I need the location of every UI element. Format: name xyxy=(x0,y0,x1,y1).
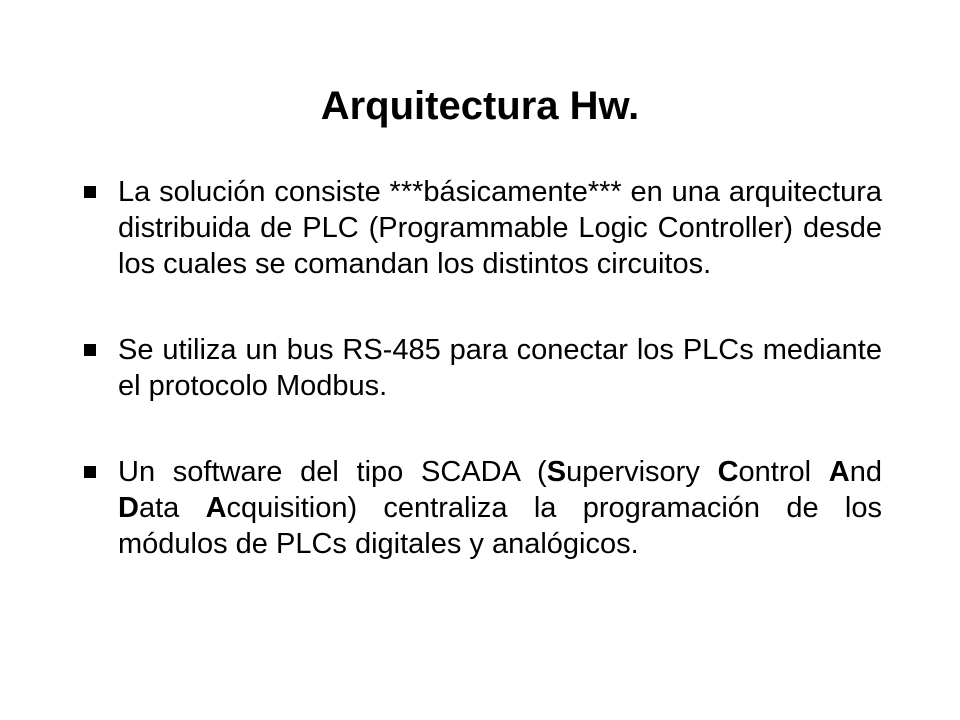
text-segment: ontrol xyxy=(738,456,829,488)
bullet-item xyxy=(84,332,882,404)
bullet-text xyxy=(118,334,882,402)
text-segment: La solución consiste ***básicamente*** en una arquitectura distribuida de PLC (Programmable Logic Controller) desde los cuales se comandan los distintos circuitos. xyxy=(118,176,882,280)
bold-text-segment: C xyxy=(717,456,739,488)
text-segment: nd xyxy=(849,456,882,488)
square-bullet-icon xyxy=(84,466,96,478)
bold-text-segment: S xyxy=(546,456,567,488)
bullet-item xyxy=(84,174,882,282)
bullet-text xyxy=(118,176,882,280)
text-segment: cquisition) centraliza la programación de los módulos de PLCs digitales y analógicos. xyxy=(118,492,883,560)
text-segment: upervisory xyxy=(566,456,718,488)
text-segment: Se utiliza un bus RS-485 para conectar los PLCs mediante el protocolo Modbus. xyxy=(118,334,882,402)
slide-title: Arquitectura Hw. xyxy=(320,84,640,128)
bullet-item xyxy=(84,454,882,562)
text-segment: ata xyxy=(138,492,206,524)
text-segment: Un software del tipo SCADA ( xyxy=(118,456,547,488)
square-bullet-icon xyxy=(84,344,96,356)
bold-text-segment: A xyxy=(205,492,227,524)
bold-text-segment: D xyxy=(118,492,139,524)
bullet-list xyxy=(84,174,882,562)
bullet-text xyxy=(118,456,882,560)
bold-text-segment: A xyxy=(828,456,850,488)
square-bullet-icon xyxy=(84,186,96,198)
